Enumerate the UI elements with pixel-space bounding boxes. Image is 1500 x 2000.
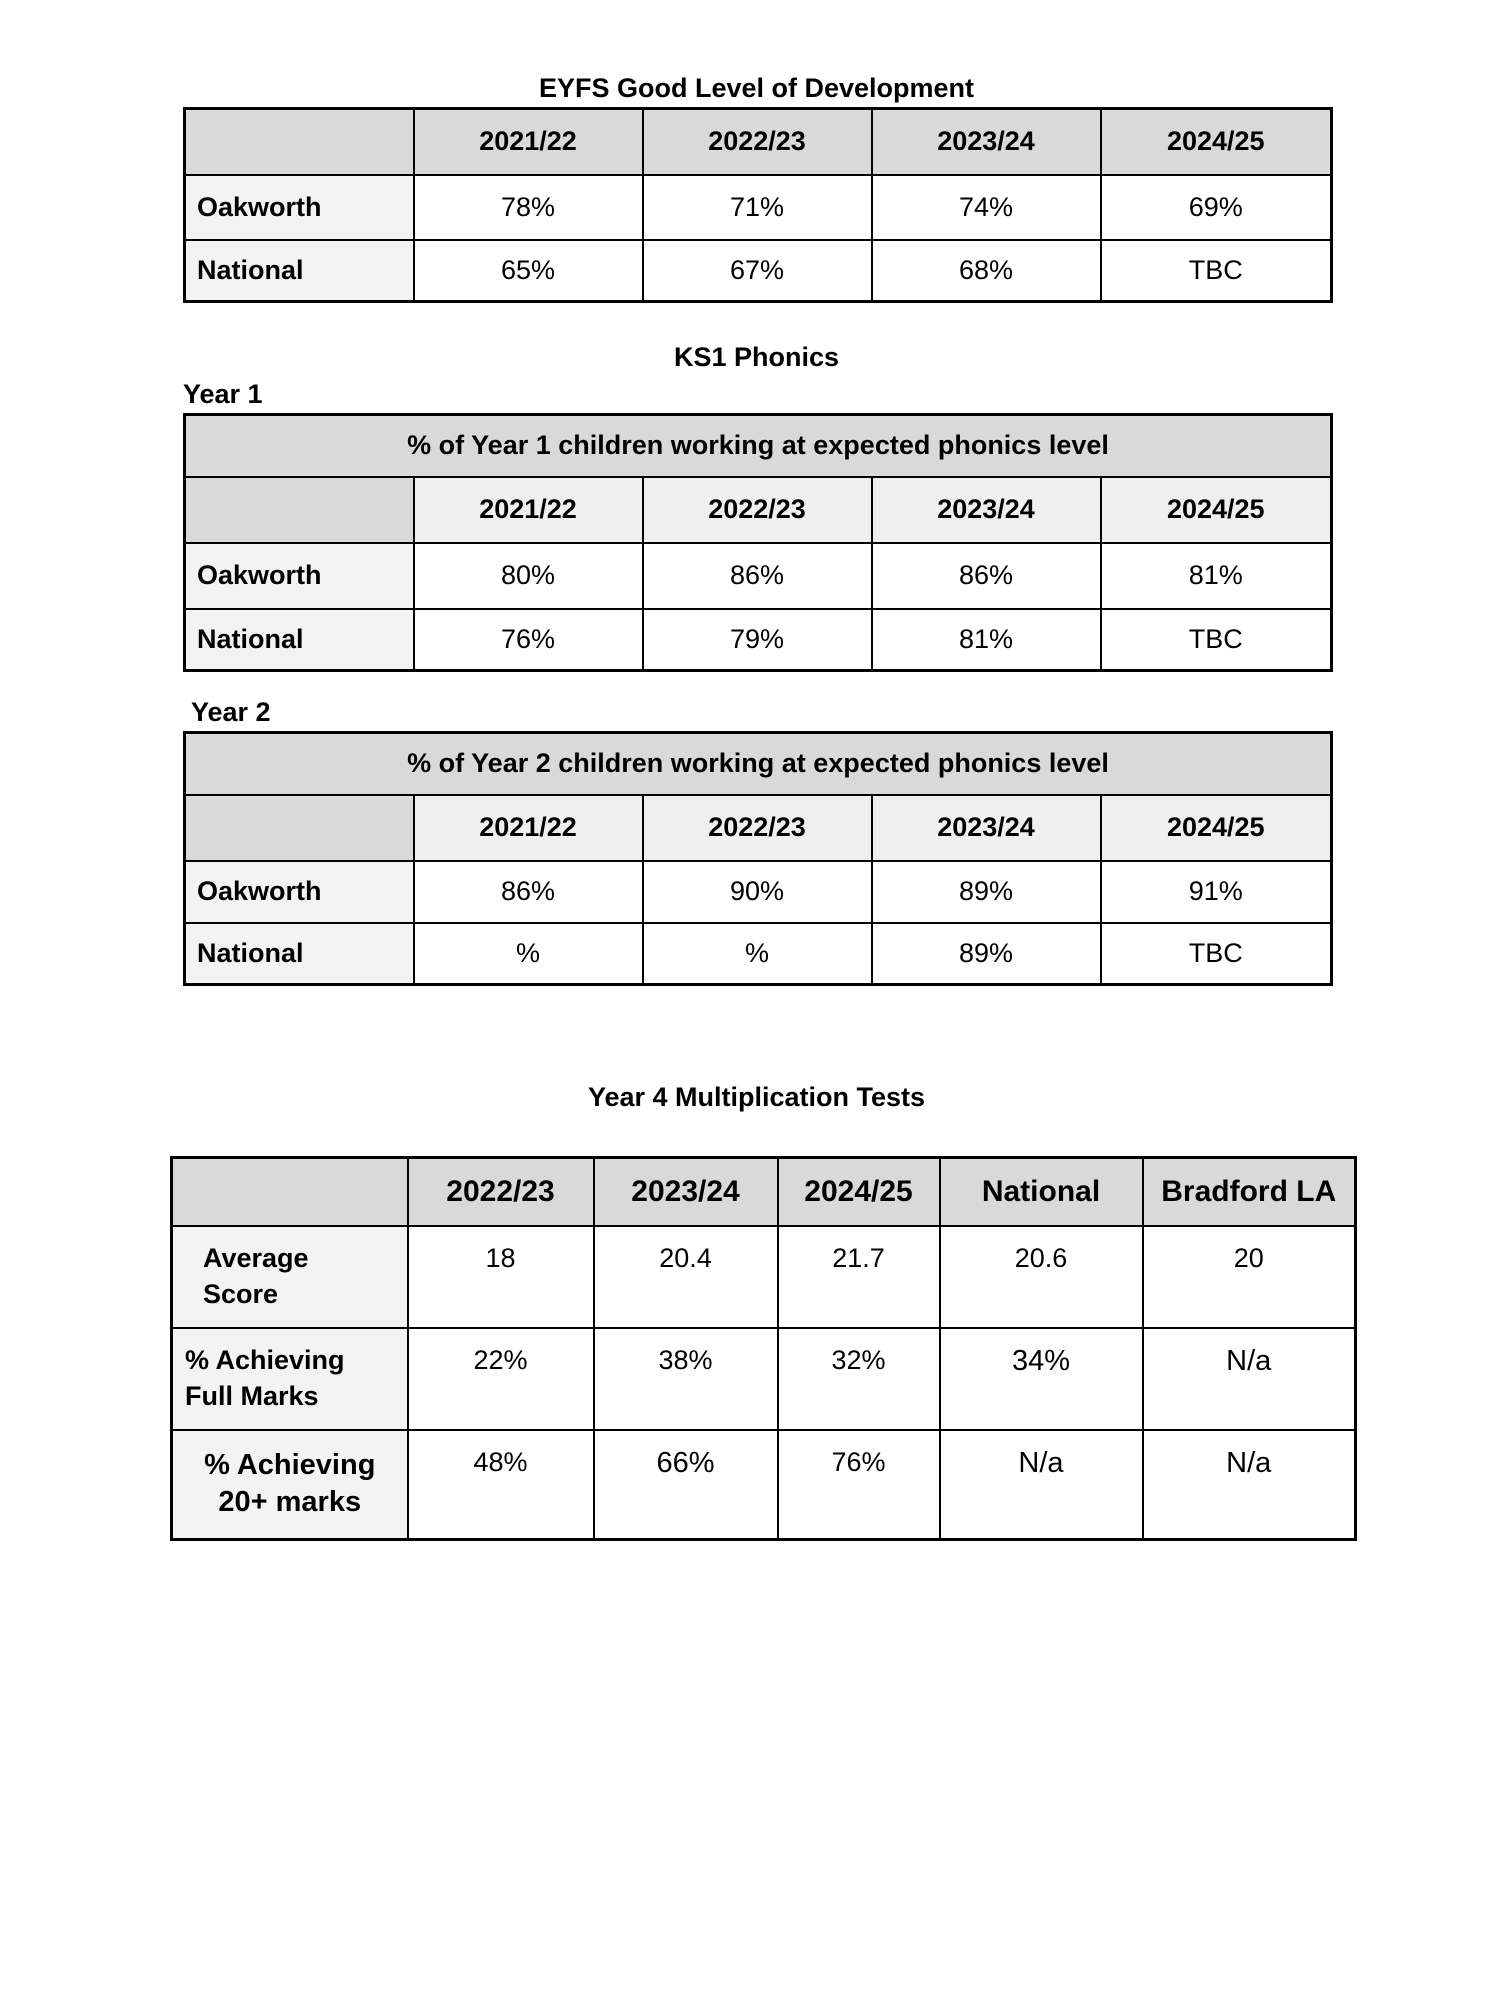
table-row: [185, 861, 1332, 923]
multiplication-column-header: 2024/25: [778, 1158, 940, 1226]
value-cell: 86%: [643, 543, 872, 609]
year1-corner-cell: [185, 477, 414, 543]
multiplication-column-header: 2022/23: [408, 1158, 594, 1226]
value-cell: 69%: [1101, 175, 1332, 240]
phonics-title: KS1 Phonics: [673, 342, 840, 372]
value-cell: 20.6: [940, 1226, 1143, 1328]
value-cell: N/a: [1143, 1328, 1356, 1430]
value-cell: 66%: [594, 1430, 778, 1540]
multiplication-column-header: National: [940, 1158, 1143, 1226]
eyfs-year-header: 2021/22: [414, 109, 643, 175]
value-cell: 86%: [872, 543, 1101, 609]
year2-header-row: [185, 795, 1332, 861]
year2-phonics-table: [183, 731, 1333, 986]
value-cell: 76%: [778, 1430, 940, 1540]
table-row: [185, 240, 1332, 302]
value-cell: N/a: [1143, 1430, 1356, 1540]
row-label: Oakworth: [185, 861, 414, 923]
value-cell: 74%: [872, 175, 1101, 240]
value-cell: 78%: [414, 175, 643, 240]
value-cell: 89%: [872, 923, 1101, 985]
value-cell: 91%: [1101, 861, 1332, 923]
multiplication-header-row: [172, 1158, 1356, 1226]
table-row: [172, 1430, 1356, 1540]
value-cell: 68%: [872, 240, 1101, 302]
eyfs-title: EYFS Good Level of Development: [538, 73, 975, 103]
value-cell: 18: [408, 1226, 594, 1328]
value-cell: 76%: [414, 609, 643, 671]
multiplication-column-header: Bradford LA: [1143, 1158, 1356, 1226]
value-cell: %: [643, 923, 872, 985]
year1-banner: % of Year 1 children working at expected phonics level: [185, 415, 1332, 477]
row-label: Oakworth: [185, 543, 414, 609]
value-cell: 20: [1143, 1226, 1356, 1328]
year2-corner-cell: [185, 795, 414, 861]
row-label: National: [185, 240, 414, 302]
banner-row: [185, 733, 1332, 795]
value-cell: 71%: [643, 175, 872, 240]
year1-header-row: [185, 477, 1332, 543]
value-cell: 22%: [408, 1328, 594, 1430]
value-cell: %: [414, 923, 643, 985]
eyfs-corner-cell: [185, 109, 414, 175]
row-label: Oakworth: [185, 175, 414, 240]
row-label: [172, 1430, 408, 1540]
year2-year-header: 2024/25: [1101, 795, 1332, 861]
table-row: [185, 609, 1332, 671]
value-cell: 81%: [872, 609, 1101, 671]
row-label: [172, 1328, 408, 1430]
table-row: [172, 1226, 1356, 1328]
value-cell: TBC: [1101, 923, 1332, 985]
row-label-line: Full Marks: [185, 1380, 319, 1411]
year2-year-header: 2022/23: [643, 795, 872, 861]
value-cell: N/a: [940, 1430, 1143, 1540]
eyfs-year-header: 2023/24: [872, 109, 1101, 175]
value-cell: 21.7: [778, 1226, 940, 1328]
table-row: [185, 543, 1332, 609]
value-cell: TBC: [1101, 609, 1332, 671]
multiplication-column-header: 2023/24: [594, 1158, 778, 1226]
value-cell: 38%: [594, 1328, 778, 1430]
year2-banner: % of Year 2 children working at expected phonics level: [185, 733, 1332, 795]
year2-label: Year 2: [191, 697, 271, 727]
value-cell: 89%: [872, 861, 1101, 923]
eyfs-header-row: [185, 109, 1332, 175]
year1-year-header: 2021/22: [414, 477, 643, 543]
year1-year-header: 2023/24: [872, 477, 1101, 543]
value-cell: TBC: [1101, 240, 1332, 302]
row-label: National: [185, 609, 414, 671]
eyfs-table: [183, 107, 1333, 303]
table-row: [185, 175, 1332, 240]
value-cell: 90%: [643, 861, 872, 923]
value-cell: 81%: [1101, 543, 1332, 609]
year1-label: Year 1: [183, 379, 263, 409]
multiplication-table: [170, 1156, 1357, 1541]
row-label-line: 20+ marks: [218, 1486, 362, 1519]
row-label: [172, 1226, 408, 1328]
value-cell: 32%: [778, 1328, 940, 1430]
row-label-line: Average: [203, 1243, 309, 1274]
multiplication-corner-cell: [172, 1158, 408, 1226]
eyfs-year-header: 2022/23: [643, 109, 872, 175]
value-cell: 80%: [414, 543, 643, 609]
value-cell: 79%: [643, 609, 872, 671]
value-cell: 48%: [408, 1430, 594, 1540]
year1-year-header: 2024/25: [1101, 477, 1332, 543]
row-label-line: % Achieving: [185, 1345, 345, 1376]
value-cell: 86%: [414, 861, 643, 923]
value-cell: 67%: [643, 240, 872, 302]
multiplication-title: Year 4 Multiplication Tests: [587, 1082, 926, 1112]
value-cell: 34%: [940, 1328, 1143, 1430]
table-row: [185, 923, 1332, 985]
eyfs-year-header: 2024/25: [1101, 109, 1332, 175]
value-cell: 65%: [414, 240, 643, 302]
banner-row: [185, 415, 1332, 477]
value-cell: 20.4: [594, 1226, 778, 1328]
year2-year-header: 2021/22: [414, 795, 643, 861]
year1-phonics-table: [183, 413, 1333, 672]
row-label: National: [185, 923, 414, 985]
row-label-line: Score: [203, 1278, 279, 1309]
row-label-line: % Achieving: [204, 1448, 376, 1481]
year1-year-header: 2022/23: [643, 477, 872, 543]
table-row: [172, 1328, 1356, 1430]
year2-year-header: 2023/24: [872, 795, 1101, 861]
